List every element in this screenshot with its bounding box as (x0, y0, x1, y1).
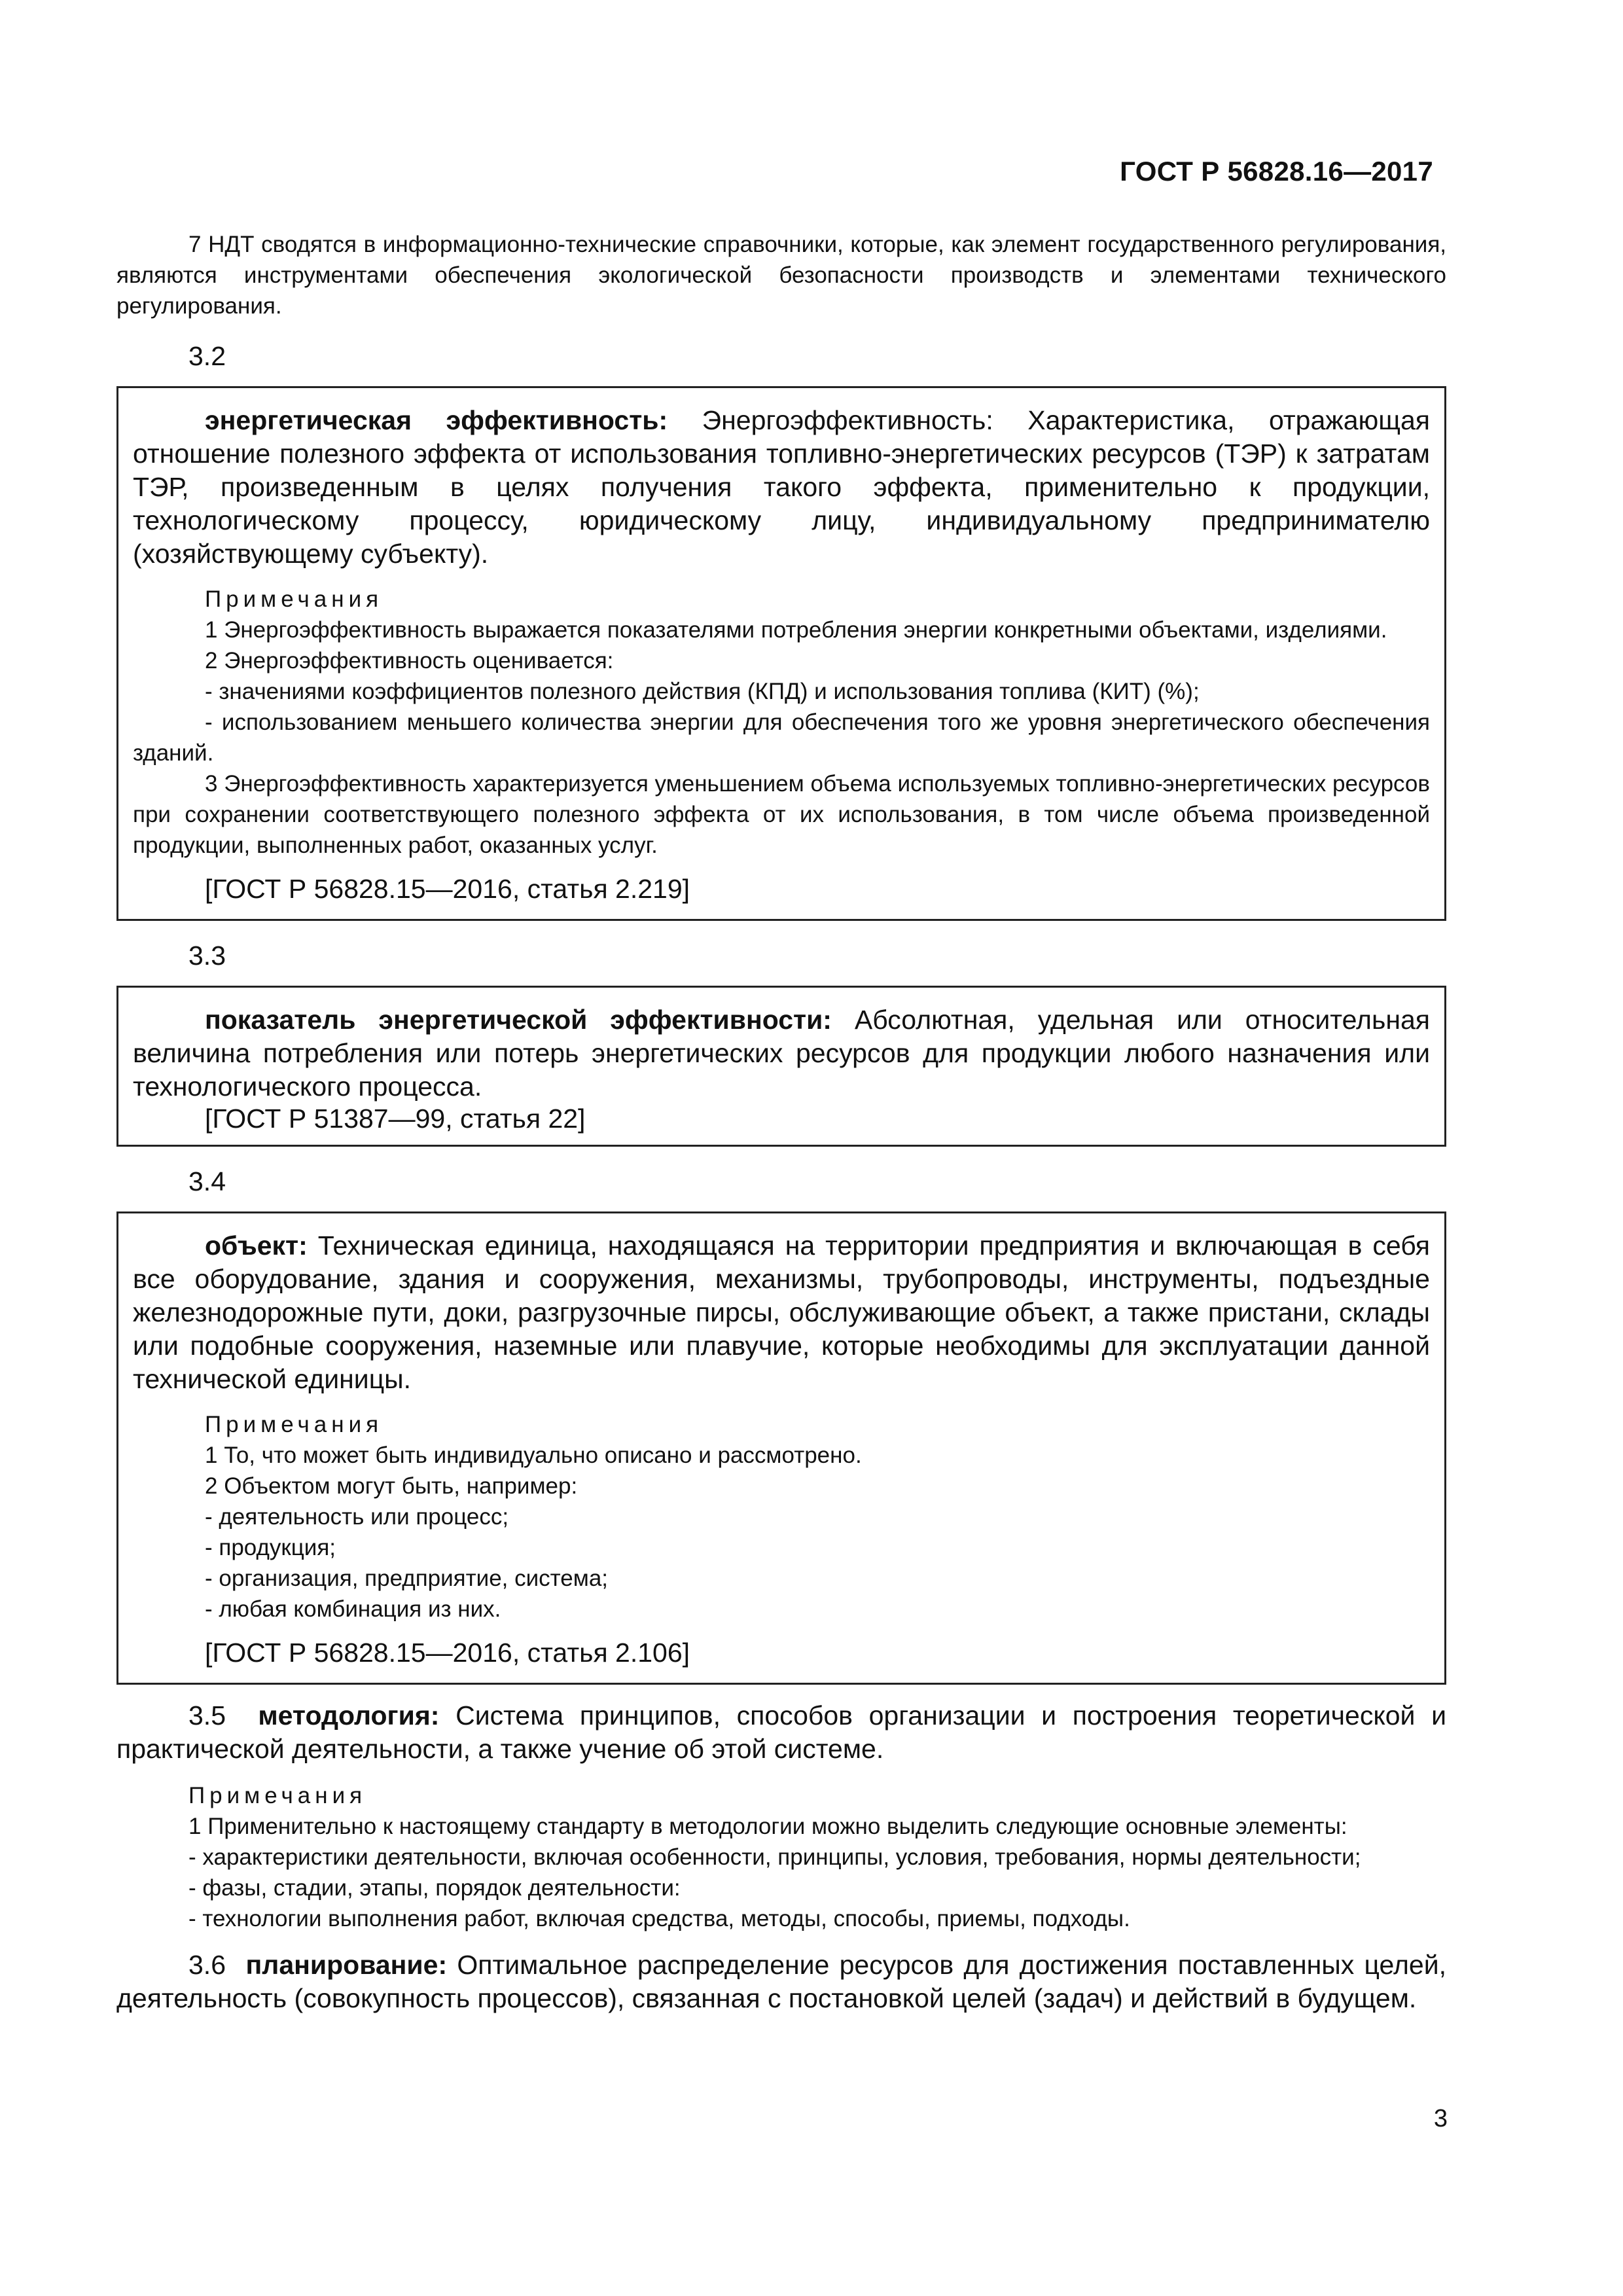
notes-title-3-5: Примечания (188, 1783, 367, 1808)
note-3-2-2b: - использованием меньшего количества энергии для обеспечения того же уровня энергетического обеспечения зданий. (133, 709, 1430, 766)
term-3-3: показатель энергетической эффективности: (205, 1005, 832, 1035)
term-number-3-3: 3.3 (188, 941, 226, 971)
note-3-2-1: 1 Энергоэффективность выражается показателями потребления энергии конкретными объектами, изделиями. (205, 617, 1387, 643)
term-box-3-3 (116, 986, 1446, 1147)
page-number: 3 (1433, 2105, 1448, 2132)
term-3-4: объект: (205, 1230, 308, 1261)
term-3-6: планирование: (245, 1950, 448, 1980)
term-number-3-2: 3.2 (188, 341, 226, 371)
note-3-4-1: 1 То, что может быть индивидуально описано и рассмотрено. (205, 1443, 862, 1468)
note-3-4-2c: - организация, предприятие, система; (205, 1566, 609, 1591)
term-3-6-paragraph (116, 1948, 1446, 2015)
note-3-2-2: 2 Энергоэффективность оценивается: (205, 648, 614, 673)
note-3-4-2b: - продукция; (205, 1535, 336, 1560)
definition-3-4 (133, 1229, 1430, 1396)
source-ref-3-2: [ГОСТ Р 56828.15—2016, статья 2.219] (205, 874, 690, 904)
term-3-2: энергетическая эффективность: (205, 405, 668, 435)
definition-text-3-3: Абсолютная, удельная или относительная величина потребления или потерь энергетических ресурсов для продукции любого назначения или технологического процесса. (133, 1005, 1430, 1102)
notes-title-3-4: Примечания (205, 1412, 383, 1437)
note-3-5-1b: - фазы, стадии, этапы, порядок деятельности: (188, 1875, 681, 1901)
source-ref-3-4: [ГОСТ Р 56828.15—2016, статья 2.106] (205, 1638, 690, 1668)
term-number-3-6: 3.6 (188, 1950, 226, 1980)
note-3-5-1a: - характеристики деятельности, включая особенности, принципы, условия, требования, нормы деятельности; (188, 1844, 1361, 1870)
definition-3-3 (133, 1003, 1430, 1103)
term-3-5-paragraph (116, 1699, 1446, 1766)
notes-title-3-2: Примечания (205, 586, 383, 612)
intro-note: 7 НДТ сводятся в информационно-технические справочники, которые, как элемент государственного регулирования, являются инструментами обеспечения экологической безопасности производств и элементами технического регулирования. (116, 232, 1446, 319)
note-3-5-1c: - технологии выполнения работ, включая средства, методы, способы, приемы, подходы. (188, 1906, 1130, 1931)
term-box-3-2 (116, 386, 1446, 921)
note-3-4-2: 2 Объектом могут быть, например: (205, 1473, 578, 1499)
note-3-2-2a: - значениями коэффициентов полезного действия (КПД) и использования топлива (КИТ) (%); (205, 679, 1200, 704)
term-3-5: методология: (258, 1700, 440, 1731)
document-header: ГОСТ Р 56828.16—2017 (1120, 156, 1433, 187)
note-3-5-1: 1 Применительно к настоящему стандарту в методологии можно выделить следующие основные элементы: (188, 1814, 1347, 1839)
term-number-3-4: 3.4 (188, 1166, 226, 1196)
source-ref-3-3: [ГОСТ Р 51387—99, статья 22] (205, 1103, 586, 1134)
note-3-4-2d: - любая комбинация из них. (205, 1596, 501, 1622)
definition-3-2 (133, 404, 1430, 571)
document-body (116, 229, 1446, 2015)
term-box-3-4 (116, 1211, 1446, 1685)
term-number-3-5: 3.5 (188, 1700, 226, 1731)
note-3-4-2a: - деятельность или процесс; (205, 1504, 509, 1530)
note-3-2-3: 3 Энергоэффективность характеризуется уменьшением объема используемых топливно-энергетических ресурсов при сохранении соответствующего полезного эффекта от их использования, в том числе объема произведенной продукции, выполненных работ, оказанных услуг. (133, 771, 1430, 858)
definition-text-3-2: Энергоэффективность: Характеристика, отражающая отношение полезного эффекта от использования топливно-энергетических ресурсов (ТЭР) к затратам ТЭР, произведенным в целях получения такого эффекта, применительно к продукции, технологическому процессу, юридическому лицу, индивидуальному предпринимателю (хозяйствующему субъекту). (133, 405, 1430, 569)
definition-text-3-6: Оптимальное распределение ресурсов для достижения поставленных целей, деятельность (совокупность процессов), связанная с постановкой целей (задач) и действий в будущем. (116, 1950, 1446, 2013)
definition-text-3-5: Система принципов, способов организации и построения теоретической и практической деятельности, а также учение об этой системе. (116, 1700, 1446, 1764)
definition-text-3-4: Техническая единица, находящаяся на территории предприятия и включающая в себя все оборудование, здания и сооружения, механизмы, трубопроводы, инструменты, подъездные железнодорожные пути, доки, разгрузочные пирсы, обслуживающие объект, а также пристани, склады или подобные сооружения, наземные или плавучие, которые необходимы для эксплуатации данной технической единицы. (133, 1230, 1430, 1394)
